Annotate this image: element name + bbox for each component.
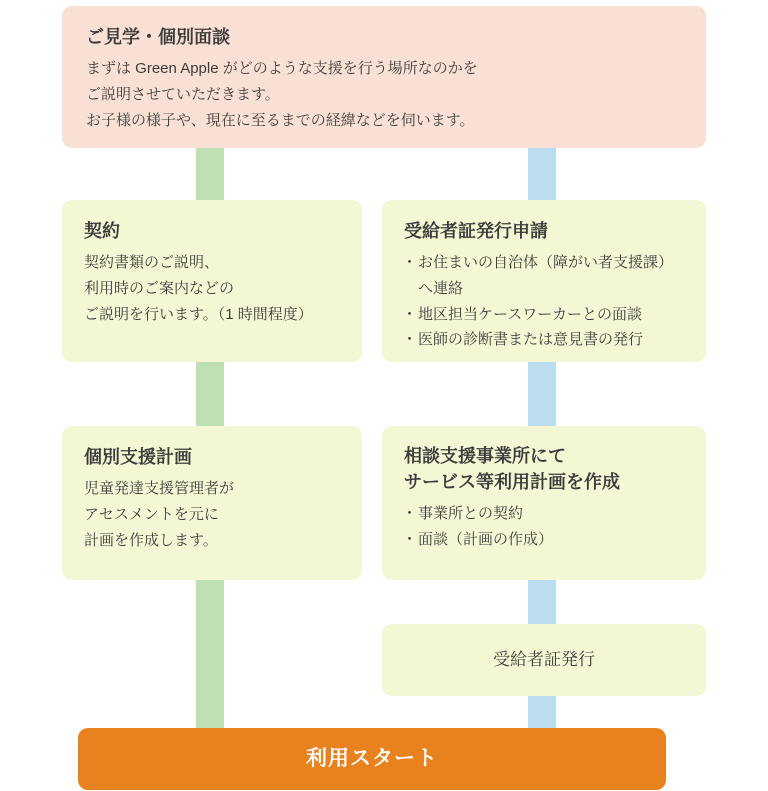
list-item: ・ 地区担当ケースワーカーとの面談 — [404, 302, 684, 328]
list-item: ・ 事業所との契約 — [404, 501, 684, 527]
step-certificate-application-title: 受給者証発行申請 — [404, 221, 548, 241]
connector-contract-to-support-plan — [196, 354, 224, 434]
step-individual-support-plan-line-1: 児童発達支援管理者が — [84, 480, 235, 498]
step-visit-title: ご見学・個別面談 — [86, 27, 230, 47]
connector-support-plan-to-start — [196, 572, 224, 736]
step-contract-line-1: 契約書類のご説明、 — [84, 254, 220, 272]
step-start-banner — [78, 728, 666, 790]
step-individual-support-plan-line-2: アセスメントを元に — [84, 505, 219, 523]
step-individual-support-plan-title: 個別支援計画 — [84, 447, 192, 467]
list-item: ・ 医師の診断書または意見書の発行 — [404, 327, 684, 353]
step-visit-line-1: まずは Green Apple がどのような支援を行う場所なのかを — [86, 60, 478, 78]
step-contract-body — [84, 250, 340, 327]
step-visit-line-3: お子様の様子や、現在に至るまでの経緯などを伺います。 — [86, 111, 475, 129]
step-consultation-plan-title — [404, 444, 684, 495]
step-certificate-issued — [382, 624, 706, 696]
connector-certificate-application-to-consultation-plan — [528, 354, 556, 434]
step-visit-interview — [62, 6, 706, 148]
step-contract — [62, 200, 362, 362]
step-individual-support-plan — [62, 426, 362, 580]
step-consultation-plan — [382, 426, 706, 580]
step-individual-support-plan-body — [84, 476, 340, 553]
step-visit-body — [86, 56, 682, 133]
step-contract-title: 契約 — [84, 221, 120, 241]
connector-visit-to-contract — [196, 140, 224, 208]
step-visit-line-2: ご説明させていただきます。 — [86, 85, 280, 103]
step-certificate-application — [382, 200, 706, 362]
step-consultation-plan-bullets — [404, 501, 684, 553]
step-contract-line-3: ご説明を行います。（1 時間程度） — [84, 305, 313, 323]
step-consultation-plan-title-line-1: 相談支援事業所にて — [404, 446, 566, 466]
list-item: ・ お住まいの自治体（障がい者支援課） — [404, 250, 684, 276]
connector-visit-to-certificate-application — [528, 140, 556, 208]
step-individual-support-plan-line-3: 計画を作成します。 — [84, 531, 218, 549]
step-contract-line-2: 利用時のご案内などの — [84, 279, 235, 297]
step-start-label: 利用スタート — [306, 747, 438, 770]
connector-consultation-plan-to-certificate-issued — [528, 572, 556, 632]
step-certificate-issued-label: 受給者証発行 — [493, 650, 595, 669]
list-item: ・ 面談（計画の作成） — [404, 527, 684, 553]
step-consultation-plan-title-line-2: サービス等利用計画を作成 — [404, 471, 620, 492]
step-certificate-application-bullets — [404, 250, 684, 353]
list-item: へ連絡 — [418, 279, 464, 297]
